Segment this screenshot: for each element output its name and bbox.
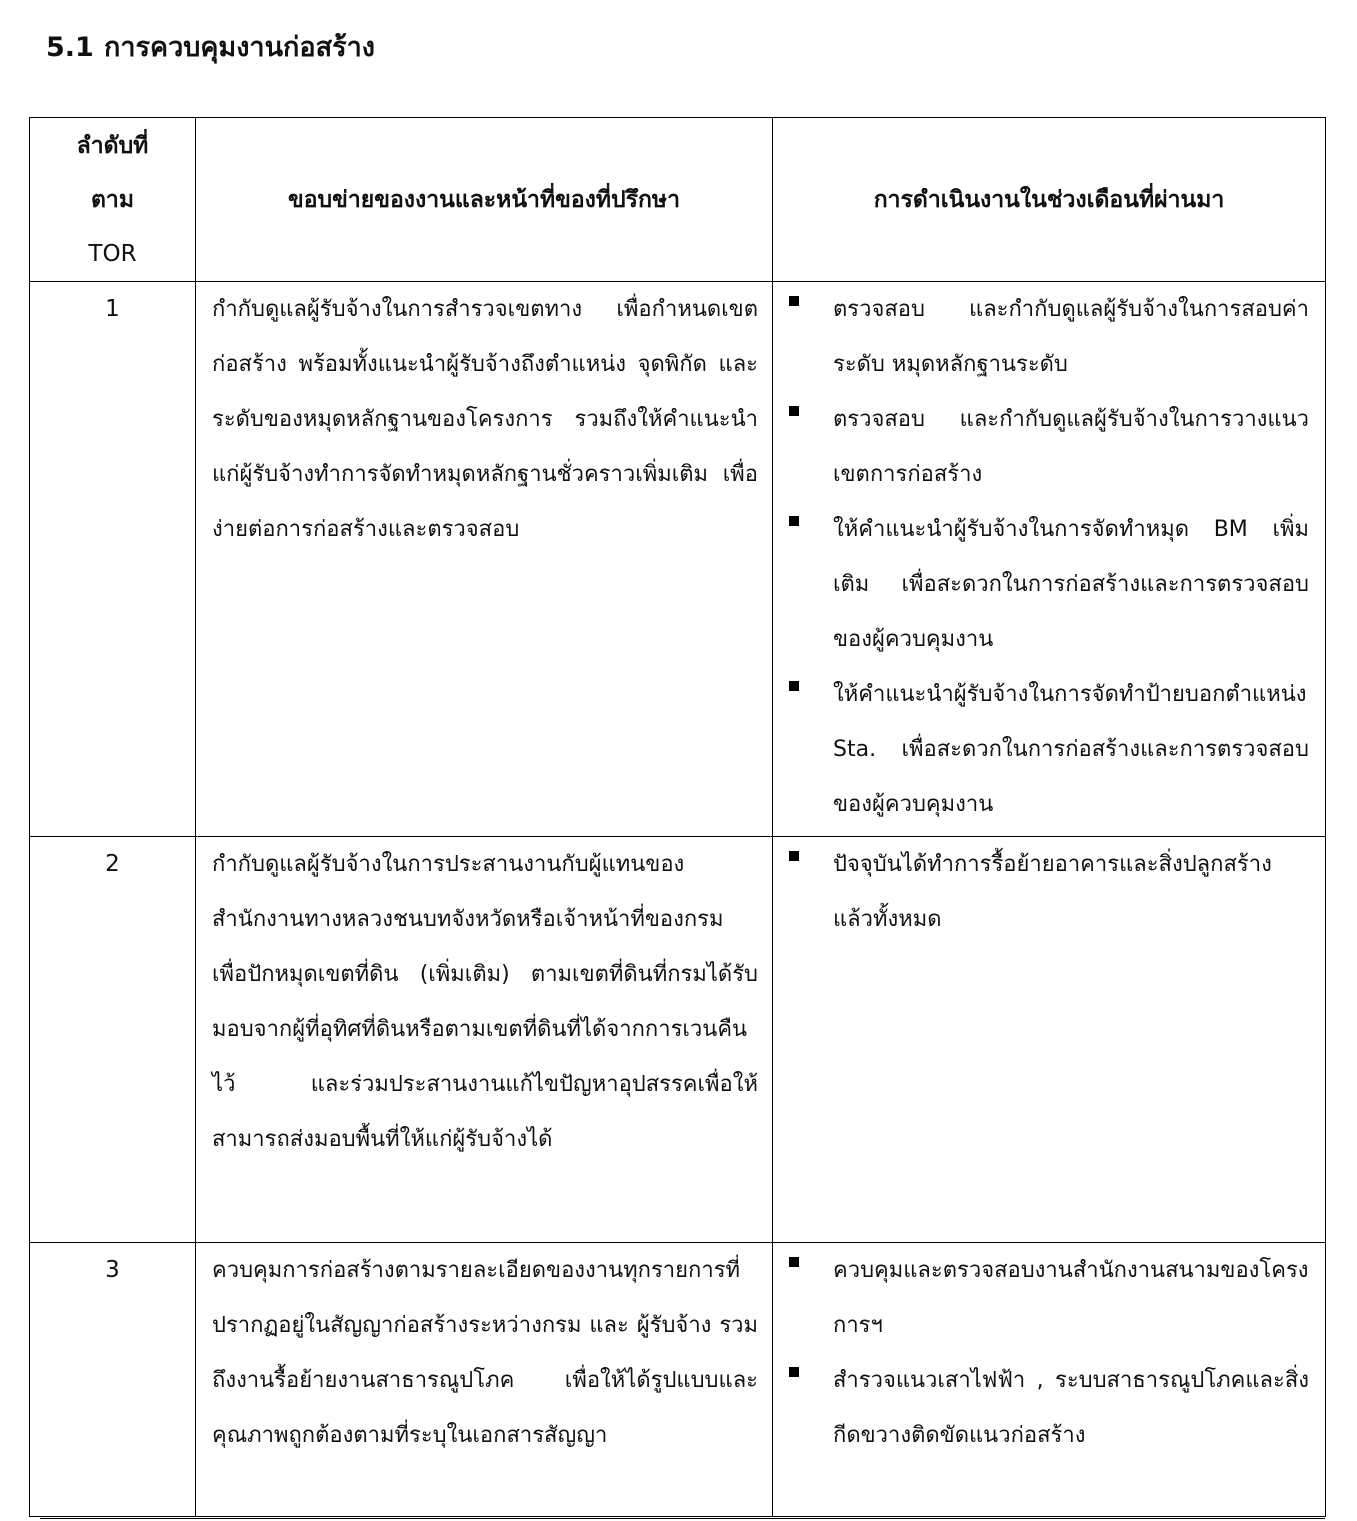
list-item xyxy=(785,1243,1309,1353)
table-row xyxy=(30,837,1326,1243)
list-item xyxy=(785,667,1309,832)
section-title: การควบคุมงานก่อสร้าง xyxy=(104,32,375,63)
list-item xyxy=(785,392,1309,502)
table-row xyxy=(30,1243,1326,1517)
table-header-row xyxy=(30,118,1326,282)
row-scope: กำกับดูแลผู้รับจ้างในการสำรวจเขตทาง เพื่อกำหนดเขตก่อสร้าง พร้อมทั้งแนะนำผู้รับจ้างถึงตำแหน่ง จุดพิกัด และระดับของหมุดหลักฐานของโครงการ รวมถึงให้คำแนะนำแก่ผู้รับจ้างทำการจัดทำหมุดหลักฐานชั่วคราวเพิ่มเติม เพื่อง่ายต่อการก่อสร้างและตรวจสอบ xyxy=(196,282,773,837)
row-progress xyxy=(773,282,1326,837)
list-item xyxy=(785,837,1309,947)
list-item xyxy=(785,1353,1309,1463)
row-progress xyxy=(773,837,1326,1243)
header-order-line3: TOR xyxy=(88,240,137,267)
row-number: 1 xyxy=(30,282,196,837)
row-number: 2 xyxy=(30,837,196,1243)
list-item xyxy=(785,282,1309,392)
row-number: 3 xyxy=(30,1243,196,1517)
bullet-square-icon xyxy=(789,681,799,691)
row-scope: กำกับดูแลผู้รับจ้างในการประสานงานกับผู้แทนของสำนักงานทางหลวงชนบทจังหวัดหรือเจ้าหน้าที่ของกรม เพื่อปักหมุดเขตที่ดิน (เพิ่มเติม) ตามเขตที่ดินที่กรมได้รับมอบจากผู้ที่อุทิศที่ดินหรือตามเขตที่ดินที่ได้จากการเวนคืนไว้ และร่วมประสานงานแก้ไขปัญหาอุปสรรคเพื่อให้สามารถส่งมอบพื้นที่ให้แก่ผู้รับจ้างได้ xyxy=(196,837,773,1243)
row-scope: ควบคุมการก่อสร้างตามรายละเอียดของงานทุกรายการที่ปรากฏอยู่ในสัญญาก่อสร้างระหว่างกรม และ ผู้รับจ้าง รวมถึงงานรื้อย้ายงานสาธารณูปโภค เพื่อให้ได้รูปแบบและคุณภาพถูกต้องตามที่ระบุในเอกสารสัญญา xyxy=(196,1243,773,1517)
list-item-text: ให้คำแนะนำผู้รับจ้างในการจัดทำป้ายบอกตำแหน่ง Sta. เพื่อสะดวกในการก่อสร้างและการตรวจสอบของผู้ควบคุมงาน xyxy=(833,682,1309,817)
list-item xyxy=(785,502,1309,667)
bullet-square-icon xyxy=(789,406,799,416)
header-order-line2: ตาม xyxy=(90,186,134,213)
section-heading xyxy=(46,28,375,68)
header-order-no xyxy=(30,118,196,282)
list-item-text: ปัจจุบันได้ทำการรื้อย้ายอาคารและสิ่งปลูกสร้างแล้วทั้งหมด xyxy=(833,852,1272,932)
section-number: 5.1 xyxy=(46,32,94,63)
row-progress xyxy=(773,1243,1326,1517)
header-order-line1: ลำดับที่ xyxy=(76,132,149,159)
bullet-square-icon xyxy=(789,296,799,306)
list-item-text: สำรวจแนวเสาไฟฟ้า , ระบบสาธารณูปโภคและสิ่งกีดขวางติดขัดแนวก่อสร้าง xyxy=(833,1368,1309,1448)
list-item-text: ตรวจสอบ และกำกับดูแลผู้รับจ้างในการวางแนวเขตการก่อสร้าง xyxy=(833,407,1309,487)
list-item-text: ให้คำแนะนำผู้รับจ้างในการจัดทำหมุด BM เพิ่มเติม เพื่อสะดวกในการก่อสร้างและการตรวจสอบของผู้ควบคุมงาน xyxy=(833,517,1309,652)
bullet-square-icon xyxy=(789,1367,799,1377)
header-scope: ขอบข่ายของงานและหน้าที่ของที่ปรึกษา xyxy=(196,118,773,282)
list-item-text: ตรวจสอบ และกำกับดูแลผู้รับจ้างในการสอบค่าระดับ หมุดหลักฐานระดับ xyxy=(833,297,1309,377)
table-row xyxy=(30,282,1326,837)
list-item-text: ควบคุมและตรวจสอบงานสำนักงานสนามของโครงการฯ xyxy=(833,1258,1309,1338)
bullet-square-icon xyxy=(789,851,799,861)
footer-rule xyxy=(40,1518,1325,1519)
header-progress: การดำเนินงานในช่วงเดือนที่ผ่านมา xyxy=(773,118,1326,282)
progress-table xyxy=(29,117,1326,1517)
bullet-square-icon xyxy=(789,516,799,526)
bullet-square-icon xyxy=(789,1257,799,1267)
